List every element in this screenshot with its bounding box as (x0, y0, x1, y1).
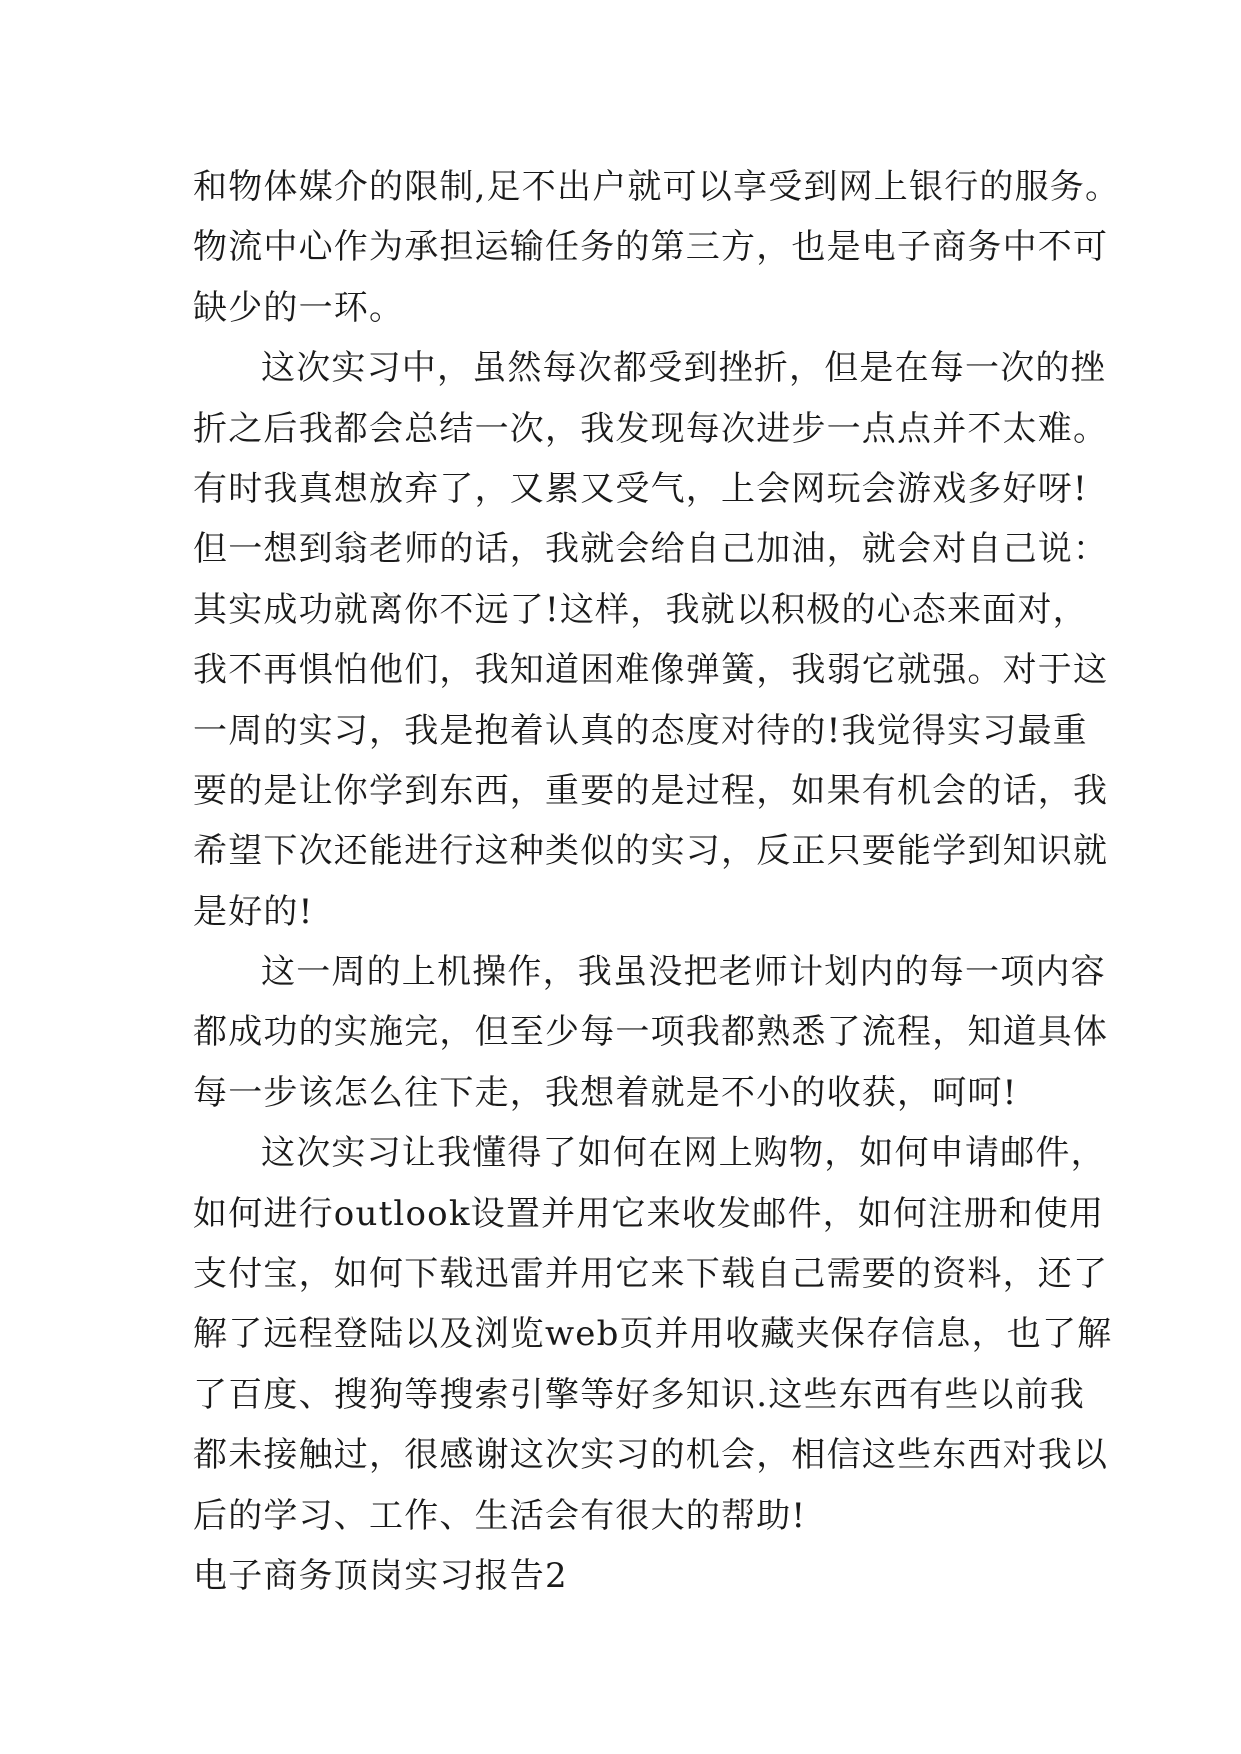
paragraph-2 (193, 338, 1109, 942)
document-body (193, 157, 1121, 1606)
paragraph-4 (193, 1123, 1113, 1546)
paragraph-1 (193, 157, 1121, 338)
text-line: 折之后我都会总结一次，我发现每次进步一点点并不太难。 (193, 408, 1109, 449)
text-line: 和物体媒介的限制,足不出户就可以享受到网上银行的服务。 (193, 167, 1121, 207)
text-line: 了百度、搜狗等搜索引擎等好多知识.这些东西有些以前我 (193, 1374, 1086, 1415)
text-line: 每一步该怎么往下走，我想着就是不小的收获，呵呵! (193, 1072, 1018, 1113)
text-line: 一周的实习，我是抱着认真的态度对待的!我觉得实习最重 (193, 710, 1088, 751)
text-line: 这次实习中，虽然每次都受到挫折，但是在每一次的挫 (261, 348, 1106, 389)
paragraph-3 (193, 942, 1109, 1123)
text-line: 这次实习让我懂得了如何在网上购物，如何申请邮件， (261, 1133, 1106, 1174)
text-line: 有时我真想放弃了，又累又受气，上会网玩会游戏多好呀! (193, 468, 1088, 509)
text-line: 但一想到翁老师的话，我就会给自己加油，就会对自己说： (193, 529, 1109, 570)
text-line: 希望下次还能进行这种类似的实习，反正只要能学到知识就 (193, 831, 1109, 872)
text-line: 这一周的上机操作，我虽没把老师计划内的每一项内容 (261, 952, 1106, 993)
text-line: 其实成功就离你不远了!这样，我就以积极的心态来面对， (193, 589, 1088, 630)
text-line: 如何进行outlook设置并用它来收发邮件，如何注册和使用 (193, 1193, 1105, 1234)
text-line: 物流中心作为承担运输任务的第三方，也是电子商务中不可 (193, 227, 1109, 268)
text-line: 都成功的实施完，但至少每一项我都熟悉了流程，知道具体 (193, 1012, 1109, 1053)
text-line: 都未接触过，很感谢这次实习的机会，相信这些东西对我以 (193, 1435, 1109, 1476)
text-line: 支付宝，如何下载迅雷并用它来下载自己需要的资料，还了 (193, 1254, 1109, 1295)
text-line: 是好的! (193, 891, 314, 932)
text-line: 缺少的一环。 (193, 287, 405, 328)
text-line: 要的是让你学到东西，重要的是过程，如果有机会的话，我 (193, 770, 1109, 811)
section-heading: 电子商务顶岗实习报告2 (193, 1555, 568, 1596)
text-line: 后的学习、工作、生活会有很大的帮助! (193, 1495, 807, 1536)
text-line: 解了远程登陆以及浏览web页并用收藏夹保存信息，也了解 (193, 1314, 1113, 1355)
text-line: 我不再惧怕他们，我知道困难像弹簧，我弱它就强。对于这 (193, 650, 1109, 691)
